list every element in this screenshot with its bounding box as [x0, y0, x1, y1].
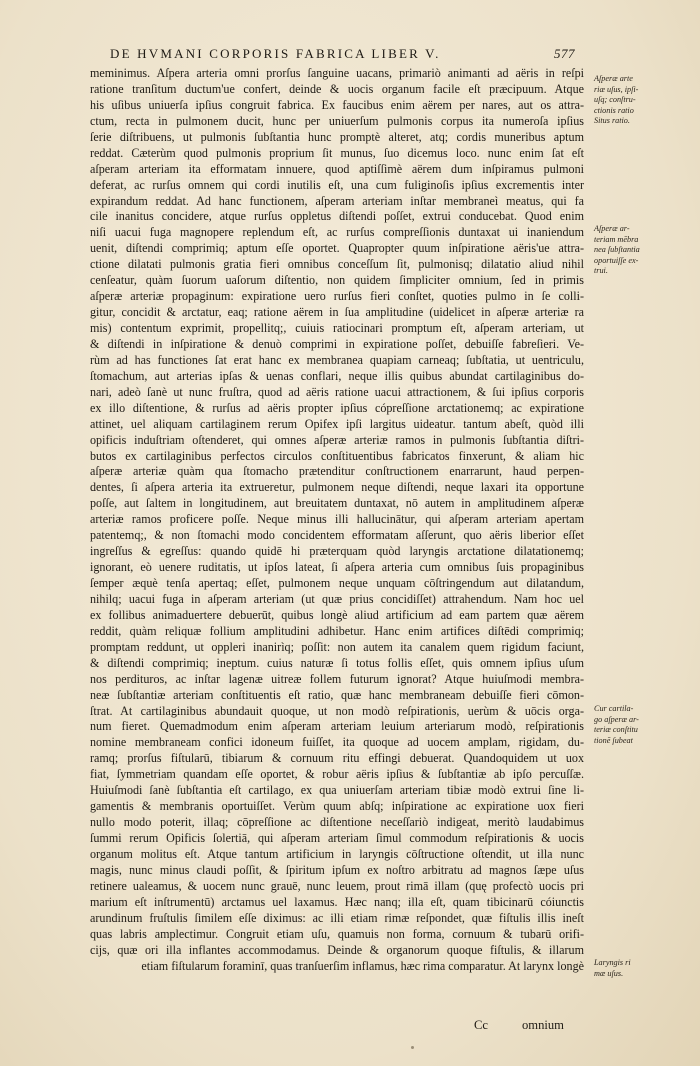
text-line: ctum, recta in pulmonem ducit, hunc per uniuerſum pulmonis corpus ita numeroſa ipſius [90, 113, 584, 128]
text-line: cenſeatur, quàm ſuorum uaſorum diſtentio, non quidem ſimpliciter omnium, ſed in primis [90, 273, 584, 288]
margin-note-line: tionē ſubeat [594, 735, 633, 745]
paper-speck [411, 1046, 414, 1049]
text-line: niſi uacui fuga magnopere replendum eſt, ac rurſus compreſſionis duntaxat ui inaniendum [90, 225, 584, 240]
text-line: ratione tranſitum ductum'ue confert, deinde & uocis organum facile eſt præcipuum. Atque [90, 81, 584, 96]
text-line: fiat, ſymmetriam quandam eſſe oportet, & robur aëris ipſius & ſubſtantiæ ab ipſo percuſſæ. [90, 767, 584, 782]
main-text-block [90, 66, 584, 974]
text-line: rùm ad has functiones ſat erat hanc ex membranea quapiam carneaq; ſubſtatia, ut uentriculu, [90, 352, 584, 367]
text-line: ex illo diſtentione, & rurſus ad aëris propter ipſius cópreſſione arctationemq; ac expiratione [90, 400, 584, 415]
margin-note-asperae-usus [594, 74, 694, 127]
text-line: ignorant, eò uenere ruditatis, ut ipſos lateat, ſi aſpera arteria cum omnibus ſuis propaginibus [90, 560, 584, 575]
margin-note-line: Cur cartila- [594, 704, 634, 713]
margin-note-line: oportuiſſe ex- [594, 255, 639, 265]
text-line: reddit, quàm reliquæ follium amplitudini adhibetur. Hanc enim artifices diſtēdi comprimiq; [90, 623, 584, 638]
text-line: deferat, ac rurſus omnem qui cordi inutilis eſt, una cum fuliginoſis ipſius excrementis inter [90, 177, 584, 192]
text-line: retinere ualeamus, & uocem nunc grauē, nunc leuem, prout rimā illam (quę profectò uocis pri [90, 878, 584, 893]
text-line: gamentis & membranis oportuiſſet. Verùm quum abſq; inſpiratione ac expiratione uox fieri [90, 799, 584, 814]
margin-note-membranea-substantia [594, 224, 694, 277]
text-line: aſperæ arteriæ quàm qua ſtomacho prætenditur conſtructionem enarrarunt, haud perpen- [90, 464, 584, 479]
text-line: expirandum reddat. Ad hanc functionem, aſperam arteriam inſtar membraneì meatus, qui fa [90, 193, 584, 208]
text-line: nihilq; uacui fuga in aſperam arteriam (ut quæ prius concidiſſet) attrahendum. Nam hoc uel [90, 591, 584, 606]
text-line: his uſibus uniuerſa ipſius congruit fabrica. Ex faucibus enim aërem per nares, aut os attra- [90, 97, 584, 112]
text-line: ctione dilatati pulmonis gratia fieri omnibus conceſſum ſit, pulmonisq; dilatatio aliud nihil [90, 257, 584, 272]
text-line: ingreſſus & egreſſus: quando quidē hi præterquam quòd laryngis arctatione dilatationemq; [90, 544, 584, 559]
text-line: nos perdituros, ac inſtar lagenæ uitreæ follem futurum ignorat? Atque huiuſmodi membra- [90, 671, 584, 686]
text-line: etiam fiſtularum foraminī, quas tranſuerſim inflamus, hæc rima comparatur. At larynx longè [141, 958, 584, 973]
text-line: marium eſt inſtrumentū) arctamus uel laxamus. Hæc nanq; illa eſt, quam tibicinarū cóiunctis [90, 894, 584, 909]
margin-note-line: nea ſubſtantia [594, 245, 640, 255]
text-line: reddat. Cæterùm quod pulmonis proprium ſit munus, ſuo dicemus loco. nunc enim ſat eſt [90, 145, 584, 160]
margin-note-line: teriæ conſtitu [594, 725, 638, 735]
signature-mark: Cc [474, 1018, 488, 1032]
text-line: aſperæ arteriæ propaginum: expiratione uero rurſus fieri conſtet, quoties pulmo in ſe colli- [90, 289, 584, 304]
text-line: cijs, quæ ori illa inflantes accommodamus. Deinde & organorum quoque fiſtulis, & illarum [90, 942, 584, 957]
text-line: mis) contentum exprimit, propellitq;, cuiuis ratiocinari promptum eſt, aſperam arteriam, ut [90, 321, 584, 335]
text-line: meminimus. Aſpera arteria omni prorſus ſanguine uacans, primariò animanti ad aëris in reſpi [90, 66, 584, 80]
text-line: poſſe, aut ſaltem in longitudinem, aut breuitatem duntaxat, nō autem in amplitudinem aſperæ [90, 496, 584, 511]
catchword: omnium [522, 1018, 564, 1032]
text-line: organum molitus eſt. Atque tantum artificium in laryngis cōſtructione oſtendit, ut illa nunc [90, 846, 584, 861]
text-line: neæ ſubſtantiæ arteriam conſtituentis eſt ratio, quæ hanc membraneam debuiſſe fieri cōmon- [90, 687, 584, 702]
text-line: ſerie diſtribuens, ut pulmonis ſubſtantia hunc promptè alteret, atq; cordis muneribus aptum [90, 129, 584, 144]
text-line: arundinum fruſtulis ſimilem eſſe diximus: ac illi etiam rimæ reſpondet, quæ fiſtulis illis ineſt [90, 910, 584, 925]
margin-note-line: Situs ratio. [594, 116, 630, 126]
text-line: quas labris amplectimur. Congruit etiam uſu, quamuis non forma, cornuum & tubarū orifi- [90, 926, 584, 941]
text-line: butos ex cartilaginibus perfectos circulos conſtituentibus fabricatos finxerunt, & aliam hic [90, 448, 584, 463]
text-line: nullo modo poterit, illaq; cōpreſſione ac diſtentione neceſſariò indigeat, meritò laudabimus [90, 815, 584, 830]
text-line: & diſtendi in inſpiratione & denuò comprimi in expiratione poſſet, debuiſſe fabreſieri. Ve- [90, 336, 584, 351]
margin-note-line: go aſperæ ar- [594, 714, 639, 724]
text-line: aſperam arteriam ita efformatam innuere, quod aptiſſimè aërem dum inſpiramus pulmoni [90, 161, 584, 176]
text-line: uenit, diſtendi comprimiq; aptum eſſe oportet. Quapropter quum inſpiratione aëris'ue attra- [90, 241, 584, 256]
margin-note-line: mæ uſus. [594, 968, 624, 978]
text-line: nomine membraneam confici idoneum fuiſſet, ita quoque ad uocem amplam, rigidam, du- [90, 735, 584, 750]
text-line: patentemq;, & non ſtomachi modo concidentem efformatam aſſerunt, quo aëris liberior eſſet [90, 528, 584, 543]
text-line: num fieret. Quemadmodum enim aſperam arteriam leuium arteriarum modò, reſpirationis [90, 719, 584, 734]
page-number: 577 [554, 46, 575, 61]
text-line: ſtrat. At cartilaginibus abundauit quoque, ut non modò reſpirationis, uerùm & uōcis orga- [90, 703, 584, 718]
text-line: ſummi rerum Opificis ſolertiā, qui aſperam arteriam ſimul commodum reſpirationis & uocis [90, 831, 584, 845]
text-line: nari, adeò ſanè ut nunc fruſtra, quod ad aëris ratione uacui attractionem, & ſui ipſius corporis [90, 384, 584, 399]
text-line: ſtomachum, aut arterias ipſas & uenas conflari, neque illis quibus abundat cartilaginibus do- [90, 368, 584, 383]
text-line: dentes, ſi aſpera arteria ita extrueretur, pulmonem neque diſtendi, neque laxari ita opportune [90, 480, 584, 495]
text-line: gitur, concidit & arctatur, eaq; ratione aërem in ſua amplitudine (uidelicet in aſperæ arteriæ ra [90, 305, 584, 320]
text-line: cile inanitus concidere, atque rurſus oppletus diſtendi poſſet, extrui conducebat. Quod enim [90, 209, 584, 224]
margin-note-line: uſq; conſtru- [594, 95, 636, 105]
margin-note-line: teriam mēbra [594, 234, 639, 244]
text-line: ſemper æquè tenſa apertaq; eſſet, pulmonem neque unquam cōſtringendum aut dilatandum, [90, 576, 584, 590]
margin-note-line: Laryngis ri [594, 958, 631, 967]
margin-note-cur-cartilago [594, 704, 694, 746]
text-line: magis, nunc minus claudi poſſit, & ſpiritum ipſum ex noſtro arbitratu ad magnos ſæpe uſus [90, 862, 584, 877]
text-line: promptam reddunt, ut oppleri inanirìq; poſſit: non autem ita canalem quem rigidum faciunt, [90, 639, 584, 654]
margin-note-line: Aſperæ ar- [594, 224, 630, 233]
margin-note-laryngis-rimae [594, 958, 694, 979]
text-line: Huiuſmodi ſanè ſubſtantia eſt cartilago, ex qua uniuerſam arteriam tibiæ modò extrui ſine li- [90, 783, 584, 798]
margin-note-line: trui. [594, 266, 608, 276]
text-line: opificis induſtriam oſtenderet, qui omnes aſperæ arteriæ ramos in pulmonis ſubſtantia diſtri- [90, 432, 584, 447]
text-line: ramq; prorſus fiſtularū, tibiarum & cornuum ritu effingi debuerat. Quandoquidem ut uox [90, 751, 584, 766]
text-line: attinet, uel aliquam cartilaginem rerum Opifex ipſi largitus uideatur. tantum abeſt, quòd illi [90, 416, 584, 431]
margin-note-line: Aſperæ arte [594, 74, 633, 83]
running-title: DE HVMANI CORPORIS FABRICA LIBER V. [110, 46, 441, 61]
margin-note-line: riæ uſus, ipſi- [594, 84, 639, 94]
text-line: arteriæ ramos proficere poſſe. Neque minus illi hallucinātur, qui aſperam arteriam apertam [90, 512, 584, 527]
text-line: & diſtendi comprimiq; ineptum. cuius naturæ ſi totus follis eſſet, quis omnem ipſius uſum [90, 655, 584, 670]
text-line: ex follibus animaduertere debuerūt, quibus longè aliud artificium ad eam partem quæ aërem [90, 607, 584, 622]
margin-note-line: ctionis ratio [594, 105, 634, 115]
